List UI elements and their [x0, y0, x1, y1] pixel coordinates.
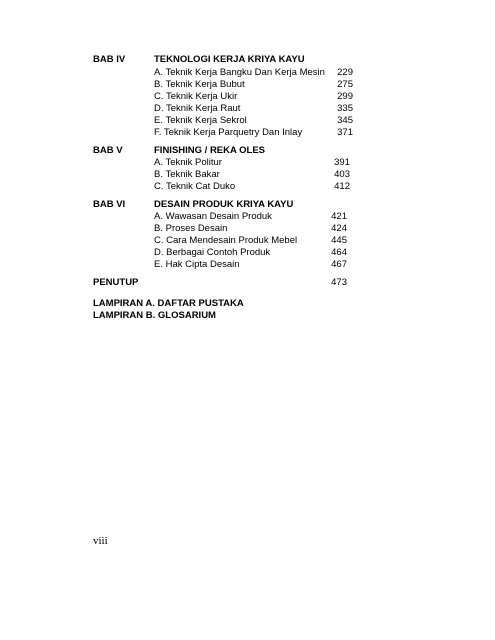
toc-page-number: 299: [337, 91, 353, 102]
toc-page-number: 464: [331, 247, 347, 258]
penutup-page-number: 473: [331, 277, 347, 288]
toc-item: C. Teknik Cat Duko: [154, 181, 236, 192]
toc-page-number: 412: [334, 181, 350, 192]
toc-item: B. Teknik Bakar: [154, 169, 220, 180]
toc-page-number: 229: [337, 67, 353, 78]
toc-page-number: 424: [331, 223, 347, 234]
chapter-label: BAB V: [93, 145, 123, 156]
lampiran-a: LAMPIRAN A. DAFTAR PUSTAKA: [93, 298, 244, 309]
chapter-label: BAB VI: [93, 199, 126, 210]
toc-page-number: 445: [331, 235, 347, 246]
toc-item: C. Teknik Kerja Ukir: [154, 91, 238, 102]
toc-item: C. Cara Mendesain Produk Mebel: [154, 235, 298, 246]
toc-item: B. Teknik Kerja Bubut: [154, 79, 245, 90]
toc-page-number: 391: [334, 157, 350, 168]
toc-item: D. Teknik Kerja Raut: [154, 103, 241, 114]
toc-item: E. Teknik Kerja Sekrol: [154, 115, 247, 126]
toc-item: F. Teknik Kerja Parquetry Dan Inlay: [154, 127, 303, 138]
chapter-label: BAB IV: [93, 54, 126, 65]
chapter-title: FINISHING / REKA OLES: [154, 145, 266, 156]
toc-page-number: 275: [337, 79, 353, 90]
toc-item: A. Wawasan Desain Produk: [154, 211, 272, 222]
lampiran-b: LAMPIRAN B. GLOSARIUM: [93, 310, 216, 321]
chapter-title: TEKNOLOGI KERJA KRIYA KAYU: [154, 54, 305, 65]
toc-item: A. Teknik Kerja Bangku Dan Kerja Mesin: [154, 67, 325, 78]
toc-item: D. Berbagai Contoh Produk: [154, 247, 271, 258]
page-number: viii: [93, 535, 108, 547]
toc-item: A. Teknik Politur: [154, 157, 222, 168]
toc-page-number: 421: [331, 211, 347, 222]
toc-page-number: 335: [337, 103, 353, 114]
toc-item: B. Proses Desain: [154, 223, 228, 234]
penutup-label: PENUTUP: [93, 277, 139, 288]
toc-page-number: 371: [337, 127, 353, 138]
toc-page-number: 467: [331, 259, 347, 270]
toc-page-number: 403: [334, 169, 350, 180]
toc-item: E. Hak Cipta Desain: [154, 259, 240, 270]
toc-page-number: 345: [337, 115, 353, 126]
chapter-title: DESAIN PRODUK KRIYA KAYU: [154, 199, 294, 210]
